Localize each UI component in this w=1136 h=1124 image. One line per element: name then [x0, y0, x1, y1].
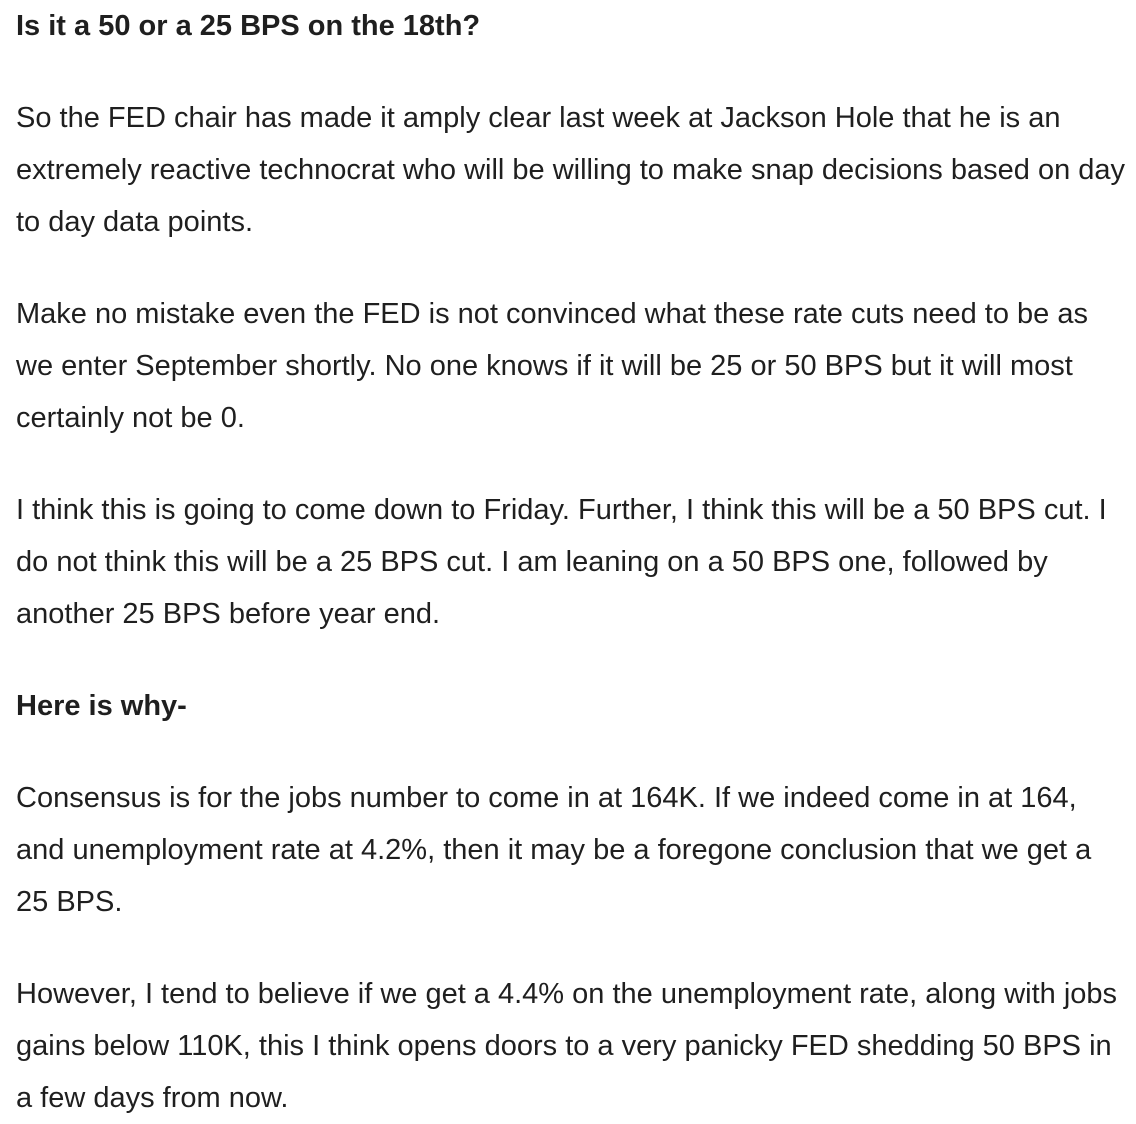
paragraph-consensus: Consensus is for the jobs number to come in at 164K. If we indeed come in at 164, and unemployment rate at 4.2%, then it may be a foregone conclusion that we get a 25 BPS.: [16, 782, 1092, 918]
paragraph-rate-cuts-uncertain: Make no mistake even the FED is not convinced what these rate cuts need to be as we enter September shortly. No one knows if it will be 25 or 50 BPS but it will most certainly not be 0.: [16, 298, 1088, 434]
paragraph-friday-prediction: I think this is going to come down to Friday. Further, I think this will be a 50 BPS cut. I do not think this will be a 25 BPS cut. I am leaning on a 50 BPS one, followed by another 25 BPS before year end.: [16, 494, 1107, 630]
paragraph-unemployment-scenario: However, I tend to believe if we get a 4.4% on the unemployment rate, along with jobs gains below 110K, this I think opens doors to a very panicky FED shedding 50 BPS in a few days from now.: [16, 978, 1118, 1114]
article-body: [16, 0, 1128, 1124]
article-title: Is it a 50 or a 25 BPS on the 18th?: [16, 10, 481, 42]
paragraph-jackson-hole: So the FED chair has made it amply clear last week at Jackson Hole that he is an extremely reactive technocrat who will be willing to make snap decisions based on day to day data points.: [16, 102, 1126, 238]
section-heading-why: Here is why-: [16, 690, 187, 722]
